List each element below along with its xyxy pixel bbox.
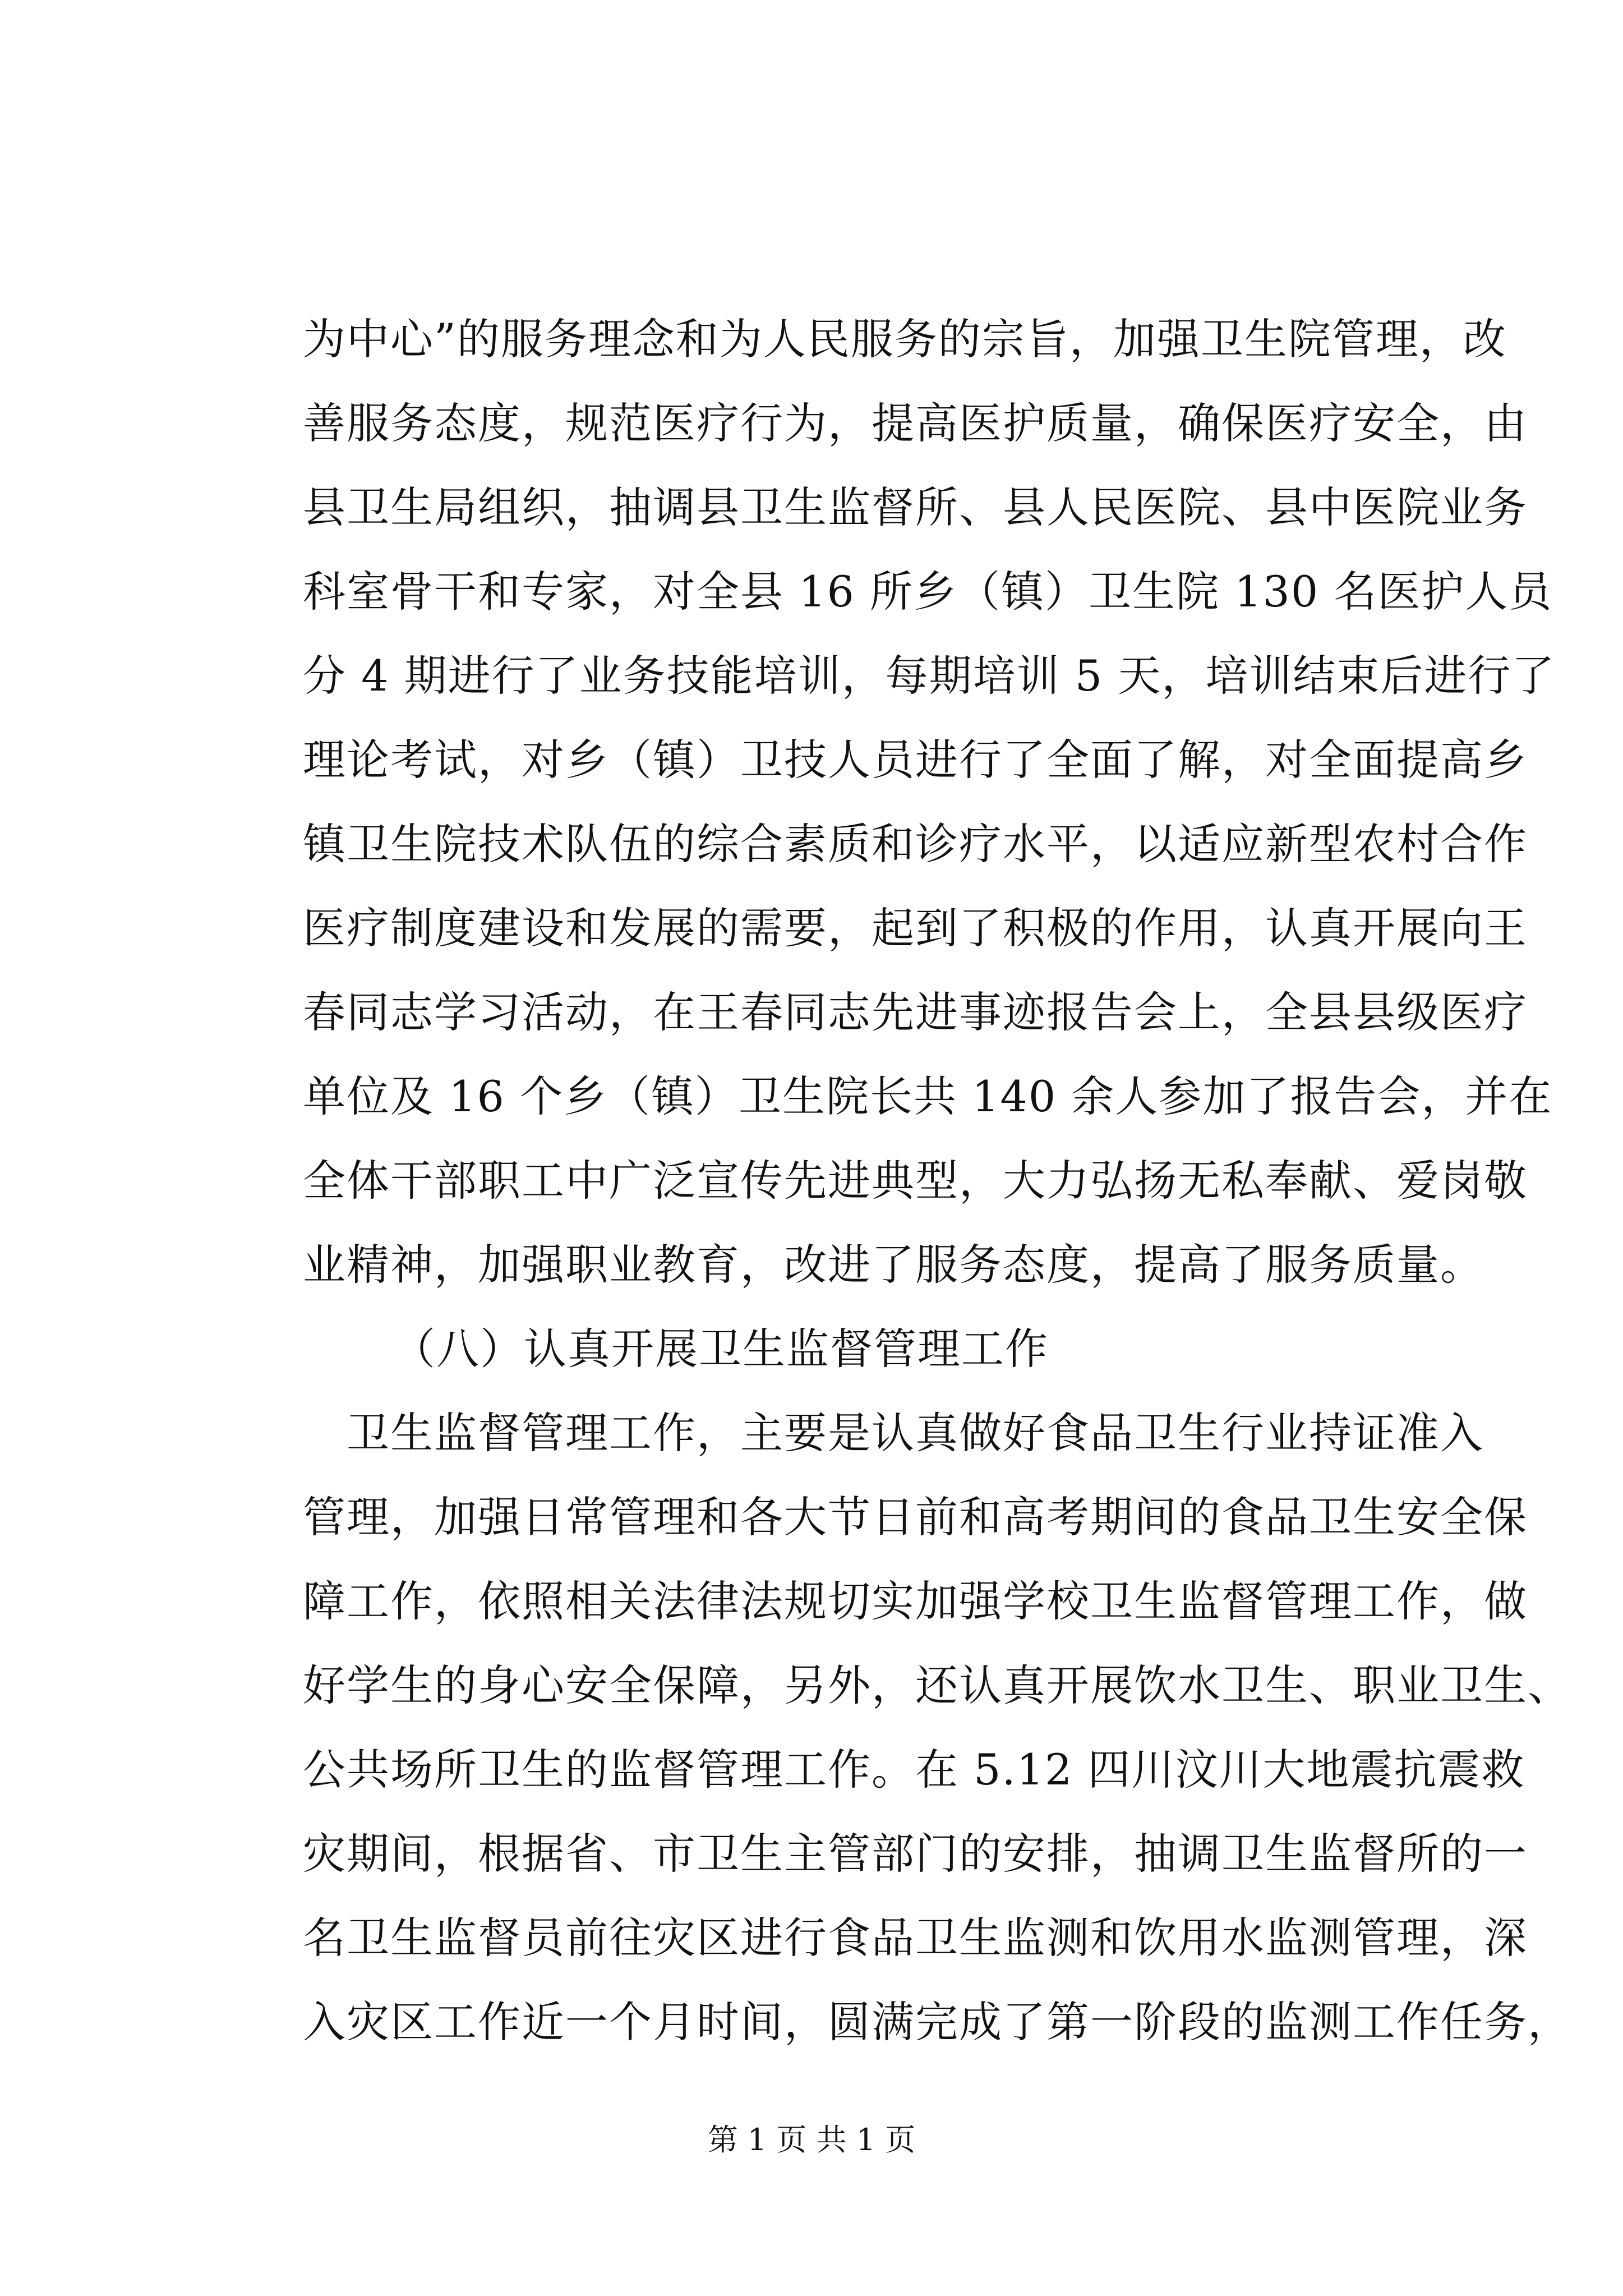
page-number-footer: 第 1 页 共 1 页 — [707, 2122, 916, 2157]
body-line: 公共场所卫生的监督管理工作。在 5.12 四川汶川大地震抗震救 — [303, 1745, 1525, 1795]
body-line: 医疗制度建设和发展的需要，起到了积极的作用，认真开展向王 — [303, 903, 1528, 953]
body-line: 为中心”的服务理念和为人民服务的宗旨，加强卫生院管理，改 — [303, 314, 1507, 364]
body-line: 单位及 16 个乡（镇）卫生院长共 140 余人参加了报告会，并在 — [303, 1071, 1553, 1121]
body-line: 入灾区工作近一个月时间，圆满完成了第一阶段的监测工作任务， — [303, 1997, 1571, 2047]
body-line: 灾期间，根据省、市卫生主管部门的安排，抽调卫生监督所的一 — [303, 1829, 1528, 1879]
body-line: 好学生的身心安全保障，另外，还认真开展饮水卫生、职业卫生、 — [303, 1660, 1571, 1710]
body-line: 理论考试，对乡（镇）卫技人员进行了全面了解，对全面提高乡 — [303, 735, 1528, 785]
body-line: 善服务态度，规范医疗行为，提高医护质量，确保医疗安全，由 — [303, 398, 1528, 448]
body-line: 全体干部职工中广泛宣传先进典型，大力弘扬无私奉献、爱岗敬 — [303, 1156, 1528, 1205]
body-line: 卫生监督管理工作，主要是认真做好食品卫生行业持证准入 — [303, 1408, 1484, 1458]
body-line: 科室骨干和专家，对全县 16 所乡（镇）卫生院 130 名医护人员 — [303, 567, 1553, 616]
body-line: 管理，加强日常管理和各大节日前和高考期间的食品卫生安全保 — [303, 1492, 1528, 1542]
body-line: 障工作，依照相关法律法规切实加强学校卫生监督管理工作，做 — [303, 1576, 1528, 1626]
section-heading: （八）认真开展卫生监督管理工作 — [393, 1324, 1049, 1374]
body-line: 名卫生监督员前往灾区进行食品卫生监测和饮用水监测管理，深 — [303, 1913, 1528, 1963]
body-line: 镇卫生院技术队伍的综合素质和诊疗水平，以适应新型农村合作 — [303, 819, 1528, 869]
document-body — [303, 297, 1571, 2064]
body-line: 春同志学习活动，在王春同志先进事迹报告会上，全县县级医疗 — [303, 987, 1528, 1037]
body-line: 县卫生局组织，抽调县卫生监督所、县人民医院、县中医院业务 — [303, 482, 1528, 532]
body-line: 业精神，加强职业教育，改进了服务态度，提高了服务质量。 — [303, 1240, 1484, 1290]
body-line: 分 4 期进行了业务技能培训，每期培训 5 天，培训结束后进行了 — [303, 651, 1556, 701]
